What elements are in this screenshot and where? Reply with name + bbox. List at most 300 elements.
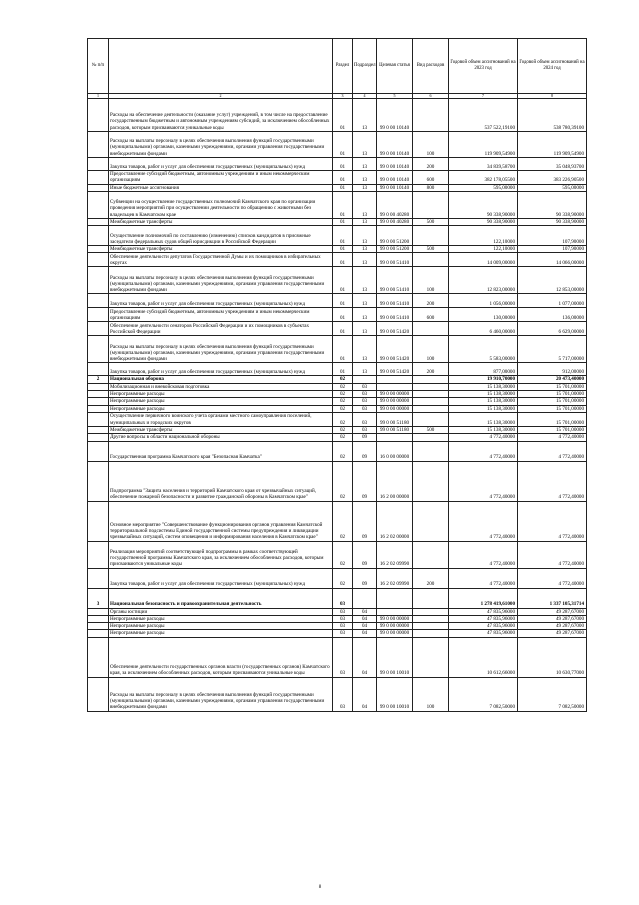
row-amount-2023: 5 583,00000: [449, 336, 518, 363]
row-podrazdel: 09: [353, 434, 377, 441]
row-amount-2024: 107,90000: [518, 246, 587, 253]
row-name: Другие вопросы в области национальной обороны: [109, 434, 333, 441]
row-target-article: 99 0 00 10010: [377, 677, 413, 711]
row-name: Иные бюджетные ассигнования: [109, 184, 333, 191]
row-number: [88, 434, 109, 441]
row-razdel: 01: [333, 132, 353, 158]
row-podrazdel: 13: [353, 246, 377, 253]
row-amount-2023: 10 612,66000: [449, 637, 518, 677]
row-expense-type: [413, 623, 449, 630]
row-amount-2024: 49 287,67000: [518, 623, 587, 630]
table-row: [88, 391, 587, 398]
row-number: [88, 677, 109, 711]
row-razdel: 01: [333, 99, 353, 132]
row-razdel: 02: [333, 383, 353, 390]
row-podrazdel: [353, 588, 377, 608]
row-number: [88, 267, 109, 294]
row-razdel: 03: [333, 615, 353, 622]
row-target-article: 99 0 00 00000: [377, 398, 413, 405]
row-number: [88, 501, 109, 541]
row-name: Непрограммные расходы: [109, 630, 333, 637]
row-amount-2023: 7 082,50000: [449, 677, 518, 711]
row-name: Мобилизационная и вневойсковая подготовка: [109, 383, 333, 390]
table-row: [88, 184, 587, 191]
row-podrazdel: 13: [353, 363, 377, 376]
table-row: [88, 363, 587, 376]
row-amount-2024: 20 473,40000: [518, 376, 587, 383]
row-razdel: 02: [333, 376, 353, 383]
row-amount-2024: 15 701,00000: [518, 405, 587, 412]
row-target-article: 99 0 00 00000: [377, 623, 413, 630]
table-row: [88, 294, 587, 308]
row-amount-2024: 383 226,90500: [518, 171, 587, 185]
row-name: Непрограммные расходы: [109, 391, 333, 398]
page-number: 8: [318, 885, 322, 890]
row-amount-2023: 1 056,00000: [449, 294, 518, 308]
row-name: Обеспечение деятельности сенаторов Российской Федерации и их помощников в субъектах Российской Федерации: [109, 322, 333, 336]
row-podrazdel: 09: [353, 441, 377, 461]
row-podrazdel: 13: [353, 267, 377, 294]
row-amount-2023: 15 138,30000: [449, 412, 518, 426]
row-target-article: 99 0 00 51180: [377, 426, 413, 433]
row-amount-2023: 4 772,40000: [449, 441, 518, 461]
row-number: [88, 226, 109, 246]
row-name: Расходы на обеспечение деятельности (оказание услуг) учреждений, в том числе на предоставление государственным бюджетным и автономным учреждениям субсидий, за исключением обособленных расходов, которым присваиваются уникальные коды: [109, 99, 333, 132]
row-name: Предоставление субсидий бюджетным, автономным учреждениям и иным некоммерческим организациям: [109, 171, 333, 185]
row-expense-type: 200: [413, 158, 449, 171]
row-razdel: 02: [333, 441, 353, 461]
row-podrazdel: 13: [353, 132, 377, 158]
row-name: Непрограммные расходы: [109, 623, 333, 630]
row-podrazdel: 09: [353, 568, 377, 588]
row-amount-2024: 136,00000: [518, 308, 587, 322]
row-target-article: 99 0 00 00000: [377, 630, 413, 637]
row-target-article: [377, 376, 413, 383]
row-number: [88, 99, 109, 132]
row-number: [88, 294, 109, 308]
row-target-article: 16 2 02 00000: [377, 501, 413, 541]
row-target-article: 99 0 00 51410: [377, 267, 413, 294]
budget-document: [87, 38, 586, 712]
row-name: Органы юстиции: [109, 608, 333, 615]
row-amount-2023: 90 338,90000: [449, 218, 518, 225]
row-razdel: 03: [333, 623, 353, 630]
row-amount-2024: 1 077,00000: [518, 294, 587, 308]
row-expense-type: [413, 630, 449, 637]
table-row: [88, 588, 587, 608]
row-expense-type: [413, 541, 449, 568]
row-amount-2023: 537 522,19100: [449, 99, 518, 132]
row-amount-2023: 15 138,30000: [449, 426, 518, 433]
row-podrazdel: 09: [353, 461, 377, 501]
row-expense-type: [413, 412, 449, 426]
row-podrazdel: 13: [353, 171, 377, 185]
row-number: [88, 623, 109, 630]
table-row: [88, 405, 587, 412]
row-number: [88, 391, 109, 398]
row-amount-2024: 15 701,00000: [518, 412, 587, 426]
colnum: 2: [109, 94, 333, 99]
table-row: [88, 637, 587, 677]
row-name: Осуществление первичного воинского учета органами местного самоуправления поселений, муниципальных и городских округов: [109, 412, 333, 426]
row-razdel: 02: [333, 568, 353, 588]
row-podrazdel: 03: [353, 391, 377, 398]
table-row: [88, 568, 587, 588]
row-name: Расходы на выплаты персоналу в целях обеспечения выполнения функций государственными (муниципальными) органами, казенными учреждениями, органами управления государственными внебюджетными фондами: [109, 132, 333, 158]
row-name: Расходы на выплаты персоналу в целях обеспечения выполнения функций государственными (муниципальными) органами, казенными учреждениями, органами управления государственными внебюджетными фондами: [109, 677, 333, 711]
row-amount-2023: 47 835,96000: [449, 615, 518, 622]
row-razdel: 01: [333, 158, 353, 171]
row-name: Обеспечение деятельности депутатов Государственной Думы и их помощников в избирательных округах: [109, 253, 333, 267]
row-expense-type: [413, 588, 449, 608]
row-target-article: [377, 383, 413, 390]
row-podrazdel: 04: [353, 623, 377, 630]
row-name: Расходы на выплаты персоналу в целях обеспечения выполнения функций государственными (муниципальными) органами, казенными учреждениями, органами управления государственными внебюджетными фондами: [109, 336, 333, 363]
row-podrazdel: 13: [353, 253, 377, 267]
row-amount-2023: 15 138,30000: [449, 391, 518, 398]
row-amount-2023: 14 009,00000: [449, 253, 518, 267]
row-razdel: 01: [333, 191, 353, 218]
row-amount-2023: 15 138,30000: [449, 405, 518, 412]
row-amount-2024: 15 701,00000: [518, 383, 587, 390]
row-expense-type: [413, 253, 449, 267]
table-body: [88, 99, 587, 712]
row-expense-type: 100: [413, 336, 449, 363]
table-row: [88, 434, 587, 441]
row-amount-2024: 912,00000: [518, 363, 587, 376]
row-podrazdel: 13: [353, 322, 377, 336]
row-number: [88, 191, 109, 218]
table-row: [88, 615, 587, 622]
table-row: [88, 267, 587, 294]
header-podrazdel: Подраздел: [353, 39, 377, 94]
table-row: [88, 412, 587, 426]
row-podrazdel: 13: [353, 218, 377, 225]
row-amount-2023: 4 772,40000: [449, 568, 518, 588]
row-podrazdel: 04: [353, 637, 377, 677]
row-podrazdel: 03: [353, 398, 377, 405]
row-name: Непрограммные расходы: [109, 398, 333, 405]
row-target-article: 99 0 00 10140: [377, 171, 413, 185]
row-number: [88, 441, 109, 461]
row-expense-type: [413, 398, 449, 405]
colnum: 4: [353, 94, 377, 99]
row-expense-type: [413, 615, 449, 622]
row-target-article: [377, 588, 413, 608]
row-target-article: 99 0 00 51180: [377, 412, 413, 426]
row-expense-type: 800: [413, 184, 449, 191]
row-amount-2024: 4 772,40000: [518, 541, 587, 568]
row-amount-2023: 130,00000: [449, 308, 518, 322]
row-number: [88, 615, 109, 622]
row-amount-2023: 122,10000: [449, 226, 518, 246]
row-target-article: 99 0 00 51410: [377, 308, 413, 322]
row-expense-type: 500: [413, 218, 449, 225]
table-row: [88, 376, 587, 383]
row-number: [88, 246, 109, 253]
row-razdel: 02: [333, 501, 353, 541]
table-row: [88, 501, 587, 541]
row-target-article: 99 0 00 00000: [377, 615, 413, 622]
row-amount-2024: 90 338,90000: [518, 218, 587, 225]
row-razdel: 01: [333, 308, 353, 322]
row-name: Закупка товаров, работ и услуг для обеспечения государственных (муниципальных) нужд: [109, 158, 333, 171]
row-amount-2024: 119 909,54900: [518, 132, 587, 158]
row-expense-type: [413, 461, 449, 501]
row-razdel: 02: [333, 541, 353, 568]
table-row: [88, 398, 587, 405]
row-name: Предоставление субсидий бюджетным, автономным учреждениям и иным некоммерческим организациям: [109, 308, 333, 322]
row-target-article: 99 0 00 40280: [377, 191, 413, 218]
row-podrazdel: 04: [353, 615, 377, 622]
row-expense-type: 600: [413, 171, 449, 185]
header-expense-type: Вид расходов: [413, 39, 449, 94]
colnum: 8: [518, 94, 587, 99]
row-amount-2024: 7 082,50000: [518, 677, 587, 711]
table-row: [88, 336, 587, 363]
row-amount-2024: 5 717,00000: [518, 336, 587, 363]
header-2023: Годовой объем ассигнований на 2023 год: [449, 39, 518, 94]
row-razdel: 03: [333, 608, 353, 615]
row-name: Межбюджетные трансферты: [109, 218, 333, 225]
table-row: [88, 246, 587, 253]
row-amount-2023: 1 278 419,61000: [449, 588, 518, 608]
row-amount-2023: 90 338,90000: [449, 191, 518, 218]
row-razdel: 02: [333, 434, 353, 441]
colnum: 6: [413, 94, 449, 99]
row-target-article: 99 0 00 51410: [377, 294, 413, 308]
row-number: [88, 308, 109, 322]
row-expense-type: 100: [413, 132, 449, 158]
row-expense-type: 200: [413, 568, 449, 588]
header-razdel: Раздел: [333, 39, 353, 94]
colnum: 3: [333, 94, 353, 99]
table-row: [88, 441, 587, 461]
row-amount-2023: 119 909,54900: [449, 132, 518, 158]
row-target-article: 99 0 00 00000: [377, 405, 413, 412]
row-amount-2024: 538 780,39100: [518, 99, 587, 132]
row-expense-type: [413, 99, 449, 132]
row-target-article: 16 2 02 09990: [377, 568, 413, 588]
row-expense-type: [413, 441, 449, 461]
row-target-article: 16 0 00 00000: [377, 441, 413, 461]
row-amount-2024: 15 701,00000: [518, 426, 587, 433]
table-row: [88, 630, 587, 637]
row-expense-type: 500: [413, 246, 449, 253]
row-target-article: [377, 608, 413, 615]
header-target-article: Целевая статья: [377, 39, 413, 94]
row-number: [88, 158, 109, 171]
row-number: [88, 637, 109, 677]
row-number: [88, 630, 109, 637]
row-number: [88, 218, 109, 225]
row-target-article: 99 0 00 51410: [377, 253, 413, 267]
row-amount-2024: 49 287,67000: [518, 608, 587, 615]
row-name: Осуществление полномочий по составлению (изменению) списков кандидатов в присяжные заседатели федеральных судов общей юрисдикции в Российской Федерации: [109, 226, 333, 246]
row-amount-2023: 4 772,40000: [449, 541, 518, 568]
row-number: 2: [88, 376, 109, 383]
row-name: Межбюджетные трансферты: [109, 426, 333, 433]
row-name: Субвенции на осуществление государственных полномочий Камчатского края по организации проведения мероприятий при осуществлении деятельности по обращению с животными без владельцев в Камчатском крае: [109, 191, 333, 218]
row-target-article: 16 2 02 09990: [377, 541, 413, 568]
row-razdel: 03: [333, 637, 353, 677]
row-razdel: 02: [333, 398, 353, 405]
row-number: [88, 322, 109, 336]
header-no: № п/п: [88, 39, 109, 94]
row-number: [88, 253, 109, 267]
row-amount-2023: 12 823,00000: [449, 267, 518, 294]
row-expense-type: 500: [413, 426, 449, 433]
row-amount-2024: 49 287,67000: [518, 630, 587, 637]
row-amount-2023: 6 460,00000: [449, 322, 518, 336]
row-podrazdel: 13: [353, 99, 377, 132]
row-amount-2024: 12 853,00000: [518, 267, 587, 294]
table-row: [88, 158, 587, 171]
row-name: Закупка товаров, работ и услуг для обеспечения государственных (муниципальных) нужд: [109, 363, 333, 376]
row-target-article: 99 0 00 10140: [377, 132, 413, 158]
row-number: 3: [88, 588, 109, 608]
row-expense-type: [413, 391, 449, 398]
row-name: Непрограммные расходы: [109, 405, 333, 412]
header-2024: Годовой объем ассигнований на 2024 год: [518, 39, 587, 94]
row-expense-type: 100: [413, 267, 449, 294]
row-target-article: 99 0 00 10010: [377, 637, 413, 677]
row-amount-2023: 4 772,40000: [449, 461, 518, 501]
row-name: Реализация мероприятий соответствующей подпрограммы в рамках соответствующей государственной программы Камчатского края, за исключением обособленных расходов, которым присваиваются уникальные коды: [109, 541, 333, 568]
row-expense-type: [413, 226, 449, 246]
row-number: [88, 608, 109, 615]
row-amount-2024: 1 337 105,31714: [518, 588, 587, 608]
row-number: [88, 461, 109, 501]
row-amount-2023: 15 138,30000: [449, 383, 518, 390]
row-target-article: 99 0 00 51200: [377, 246, 413, 253]
row-amount-2024: 10 630,77000: [518, 637, 587, 677]
row-target-article: 99 0 00 51420: [377, 322, 413, 336]
row-amount-2024: 6 629,00000: [518, 322, 587, 336]
table-row: [88, 677, 587, 711]
row-expense-type: 100: [413, 677, 449, 711]
row-amount-2024: 4 772,40000: [518, 434, 587, 441]
row-razdel: 02: [333, 461, 353, 501]
row-number: [88, 412, 109, 426]
row-amount-2023: 47 835,96000: [449, 630, 518, 637]
table-row: [88, 322, 587, 336]
row-number: [88, 568, 109, 588]
row-number: [88, 132, 109, 158]
row-razdel: 01: [333, 226, 353, 246]
row-razdel: 01: [333, 363, 353, 376]
row-target-article: 99 0 00 00000: [377, 391, 413, 398]
row-amount-2023: 15 138,30000: [449, 398, 518, 405]
row-amount-2023: 122,10000: [449, 246, 518, 253]
row-target-article: 99 0 00 40280: [377, 218, 413, 225]
row-name: Межбюджетные трансферты: [109, 246, 333, 253]
row-number: [88, 426, 109, 433]
row-expense-type: 200: [413, 294, 449, 308]
row-razdel: 01: [333, 253, 353, 267]
row-podrazdel: 09: [353, 501, 377, 541]
row-expense-type: 200: [413, 363, 449, 376]
row-number: [88, 383, 109, 390]
row-amount-2023: 47 835,96000: [449, 623, 518, 630]
row-name: Обеспечение деятельности государственных органов власти (государственных органов) Камчатского края, за исключением обособленных расходов, которым присваиваются уникальные коды: [109, 637, 333, 677]
row-expense-type: [413, 405, 449, 412]
row-podrazdel: 04: [353, 608, 377, 615]
row-expense-type: [413, 376, 449, 383]
row-amount-2024: 4 772,40000: [518, 461, 587, 501]
colnum: 5: [377, 94, 413, 99]
header-name: [109, 39, 333, 94]
row-podrazdel: 13: [353, 226, 377, 246]
row-expense-type: [413, 383, 449, 390]
row-razdel: 01: [333, 184, 353, 191]
table-row: [88, 218, 587, 225]
row-target-article: 99 0 00 51200: [377, 226, 413, 246]
row-number: [88, 336, 109, 363]
row-expense-type: [413, 608, 449, 615]
row-razdel: 01: [333, 246, 353, 253]
row-name: Непрограммные расходы: [109, 615, 333, 622]
table-row: [88, 308, 587, 322]
row-amount-2023: 47 835,96000: [449, 608, 518, 615]
row-target-article: [377, 434, 413, 441]
row-expense-type: [413, 434, 449, 441]
row-target-article: 99 0 00 10140: [377, 184, 413, 191]
row-amount-2024: 15 701,00000: [518, 391, 587, 398]
row-podrazdel: 13: [353, 336, 377, 363]
row-name: Национальная безопасность и правоохранительная деятельность: [109, 588, 333, 608]
colnum: 1: [88, 94, 109, 99]
colnum: 7: [449, 94, 518, 99]
row-razdel: 03: [333, 677, 353, 711]
row-amount-2024: 15 701,00000: [518, 398, 587, 405]
row-name: Государственная программа Камчатского края "Безопасная Камчатка": [109, 441, 333, 461]
row-podrazdel: 03: [353, 412, 377, 426]
row-amount-2023: 19 910,70000: [449, 376, 518, 383]
row-target-article: 16 2 00 00000: [377, 461, 413, 501]
row-amount-2024: 14 066,00000: [518, 253, 587, 267]
row-name: Национальная оборона: [109, 376, 333, 383]
row-podrazdel: 09: [353, 541, 377, 568]
row-expense-type: 600: [413, 308, 449, 322]
row-amount-2023: 4 772,40000: [449, 501, 518, 541]
row-amount-2024: 4 772,40000: [518, 501, 587, 541]
row-expense-type: [413, 501, 449, 541]
row-number: [88, 405, 109, 412]
row-amount-2023: 382 178,05500: [449, 171, 518, 185]
row-name: Расходы на выплаты персоналу в целях обеспечения выполнения функций государственными (муниципальными) органами, казенными учреждениями, органами управления государственными внебюджетными фондами: [109, 267, 333, 294]
row-amount-2024: 595,00000: [518, 184, 587, 191]
row-podrazdel: 04: [353, 677, 377, 711]
row-target-article: 99 0 00 10140: [377, 99, 413, 132]
row-razdel: 02: [333, 391, 353, 398]
row-razdel: 02: [333, 412, 353, 426]
table-row: [88, 608, 587, 615]
table-header: [88, 39, 587, 94]
row-number: [88, 184, 109, 191]
row-target-article: 99 0 00 51420: [377, 363, 413, 376]
row-razdel: 01: [333, 322, 353, 336]
row-podrazdel: 04: [353, 630, 377, 637]
table-row: [88, 623, 587, 630]
table-row: [88, 383, 587, 390]
row-name: Закупка товаров, работ и услуг для обеспечения государственных (муниципальных) нужд: [109, 568, 333, 588]
row-number: [88, 363, 109, 376]
row-amount-2023: 4 772,40000: [449, 434, 518, 441]
budget-table: [87, 38, 587, 712]
row-amount-2024: 107,90000: [518, 226, 587, 246]
table-row: [88, 132, 587, 158]
